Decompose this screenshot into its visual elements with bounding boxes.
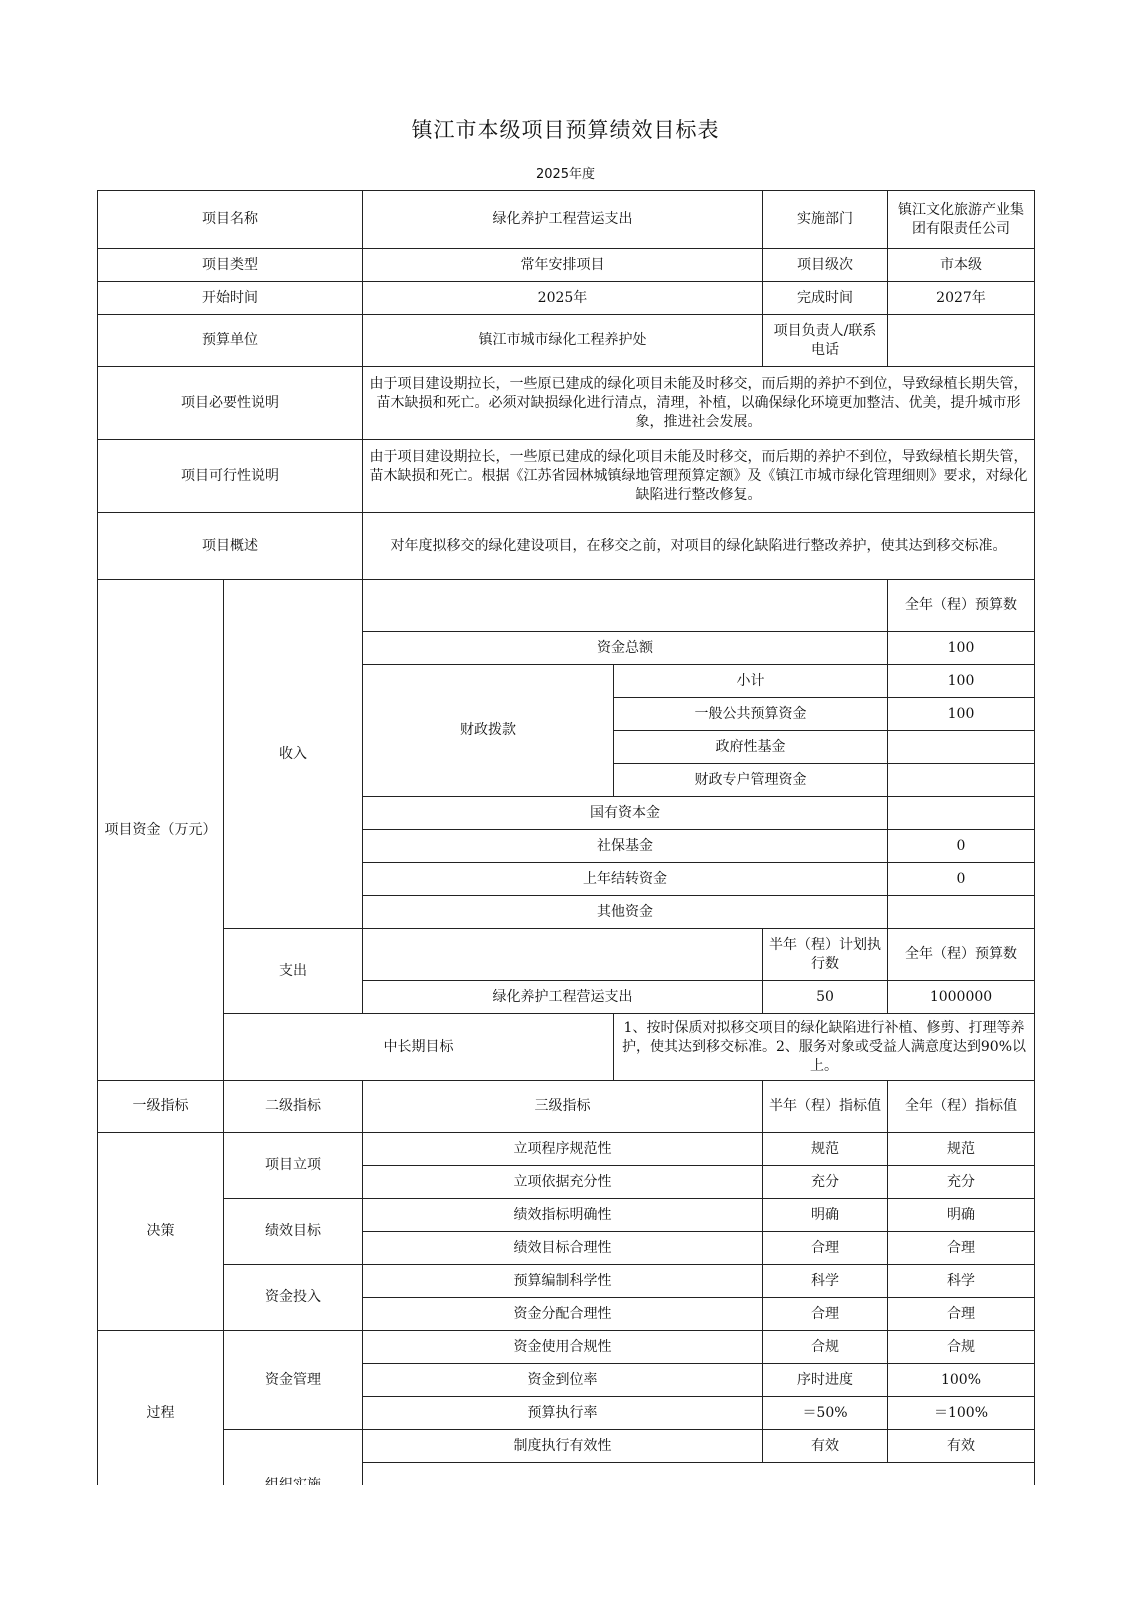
indicator-annual: ＝100% (888, 1397, 1035, 1430)
indicator-half: 有效 (763, 1430, 888, 1463)
department-value: 镇江文化旅游产业集团有限责任公司 (888, 191, 1035, 249)
contact-label: 项目负责人/联系电话 (763, 315, 888, 367)
state-capital-label: 国有资本金 (363, 797, 888, 830)
expense-annual-value: 1000000 (888, 981, 1035, 1014)
indicator-name: 资金使用合规性 (363, 1331, 763, 1364)
indicator-annual: 规范 (888, 1133, 1035, 1166)
total-funds-value: 100 (888, 632, 1035, 665)
budget-target-table (97, 190, 1035, 1496)
indicator-name: 立项程序规范性 (363, 1133, 763, 1166)
annual-plan-header: 全年（程）预算数 (888, 929, 1035, 981)
project-name-value: 绿化养护工程营运支出 (363, 191, 763, 249)
indicator-half: 合理 (763, 1232, 888, 1265)
indicator-annual: 充分 (888, 1166, 1035, 1199)
indicator-name: 绩效指标明确性 (363, 1199, 763, 1232)
document-title: 镇江市本级项目预算绩效目标表 (411, 118, 720, 142)
social-fund-label: 社保基金 (363, 830, 888, 863)
annual-budget-header: 全年（程）预算数 (888, 580, 1035, 632)
indicator-annual: 合规 (888, 1331, 1035, 1364)
start-time-value: 2025年 (363, 282, 763, 315)
indicator-annual: 有效 (888, 1430, 1035, 1463)
start-time-label: 开始时间 (98, 282, 363, 315)
indicator-name: 预算编制科学性 (363, 1265, 763, 1298)
indicator-name: 立项依据充分性 (363, 1166, 763, 1199)
indicator-annual: 合理 (888, 1232, 1035, 1265)
gov-fund-label: 政府性基金 (614, 731, 888, 764)
special-account-value (888, 764, 1035, 797)
level3-header: 三级指标 (363, 1081, 763, 1133)
indicator-name: 资金分配合理性 (363, 1298, 763, 1331)
indicator-half: 合理 (763, 1298, 888, 1331)
indicator-annual: 合理 (888, 1298, 1035, 1331)
general-budget-label: 一般公共预算资金 (614, 698, 888, 731)
budget-unit-value: 镇江市城市绿化工程养护处 (363, 315, 763, 367)
budget-unit-label: 预算单位 (98, 315, 363, 367)
expense-header-blank (363, 929, 763, 981)
other-funds-value (888, 896, 1035, 929)
long-term-goals-text: 1、按时保质对拟移交项目的绿化缺陷进行补植、修剪、打理等养护，使其达到移交标准。2、服务对象或受益人满意度达到90%以上。 (614, 1014, 1035, 1081)
necessity-text: 由于项目建设期拉长，一些原已建成的绿化项目未能及时移交，而后期的养护不到位，导致绿植长期失管，苗木缺损和死亡。必须对缺损绿化进行清点，清理，补植，以确保绿化环境更加整洁、优美，提升城市形象，推进社会发展。 (363, 367, 1035, 440)
indicator-name: 预算执行率 (363, 1397, 763, 1430)
half-value-header: 半年（程）指标值 (763, 1081, 888, 1133)
special-account-label: 财政专户管理资金 (614, 764, 888, 797)
general-budget-value: 100 (888, 698, 1035, 731)
project-type-value: 常年安排项目 (363, 249, 763, 282)
social-fund-value: 0 (888, 830, 1035, 863)
overview-label: 项目概述 (98, 513, 363, 580)
indicator-half: 明确 (763, 1199, 888, 1232)
indicator-annual: 明确 (888, 1199, 1035, 1232)
subtotal-label: 小计 (614, 665, 888, 698)
subtotal-value: 100 (888, 665, 1035, 698)
carryover-label: 上年结转资金 (363, 863, 888, 896)
level2-item: 资金投入 (224, 1265, 363, 1331)
indicator-name: 绩效目标合理性 (363, 1232, 763, 1265)
expense-item-name: 绿化养护工程营运支出 (363, 981, 763, 1014)
level1-header: 一级指标 (98, 1081, 224, 1133)
expense-half-value: 50 (763, 981, 888, 1014)
gov-fund-value (888, 731, 1035, 764)
indicator-name: 制度执行有效性 (363, 1430, 763, 1463)
level2-item: 资金管理 (224, 1331, 363, 1430)
level1-process: 过程 (98, 1331, 224, 1496)
indicator-half: 合规 (763, 1331, 888, 1364)
level2-header: 二级指标 (224, 1081, 363, 1133)
funds-label: 项目资金（万元） (98, 580, 224, 1081)
project-level-value: 市本级 (888, 249, 1035, 282)
income-label: 收入 (224, 580, 363, 929)
end-time-label: 完成时间 (763, 282, 888, 315)
document-year: 2025年度 (535, 167, 596, 182)
necessity-label: 项目必要性说明 (98, 367, 363, 440)
state-capital-value (888, 797, 1035, 830)
department-label: 实施部门 (763, 191, 888, 249)
indicator-half: 科学 (763, 1265, 888, 1298)
indicator-half: 规范 (763, 1133, 888, 1166)
funds-header-blank (363, 580, 888, 632)
indicator-half: 充分 (763, 1166, 888, 1199)
feasibility-label: 项目可行性说明 (98, 440, 363, 513)
indicator-half: ＝50% (763, 1397, 888, 1430)
contact-value (888, 315, 1035, 367)
project-level-label: 项目级次 (763, 249, 888, 282)
level2-item: 绩效目标 (224, 1199, 363, 1265)
level1-decision: 决策 (98, 1133, 224, 1331)
page-cutoff (95, 1485, 1035, 1525)
total-funds-label: 资金总额 (363, 632, 888, 665)
indicator-annual: 科学 (888, 1265, 1035, 1298)
indicator-annual: 100% (888, 1364, 1035, 1397)
other-funds-label: 其他资金 (363, 896, 888, 929)
annual-value-header: 全年（程）指标值 (888, 1081, 1035, 1133)
long-term-goals-label: 中长期目标 (224, 1014, 614, 1081)
indicator-half: 序时进度 (763, 1364, 888, 1397)
end-time-value: 2027年 (888, 282, 1035, 315)
expense-label: 支出 (224, 929, 363, 1014)
half-plan-header: 半年（程）计划执行数 (763, 929, 888, 981)
feasibility-text: 由于项目建设期拉长，一些原已建成的绿化项目未能及时移交，而后期的养护不到位，导致绿植长期失管，苗木缺损和死亡。根据《江苏省园林城镇绿地管理预算定额》及《镇江市城市绿化管理细则》要求，对绿化缺陷进行整改修复。 (363, 440, 1035, 513)
overview-text: 对年度拟移交的绿化建设项目，在移交之前，对项目的绿化缺陷进行整改养护，使其达到移交标准。 (363, 513, 1035, 580)
fiscal-allocation-label: 财政拨款 (363, 665, 614, 797)
project-name-label: 项目名称 (98, 191, 363, 249)
carryover-value: 0 (888, 863, 1035, 896)
level2-item: 项目立项 (224, 1133, 363, 1199)
indicator-name: 资金到位率 (363, 1364, 763, 1397)
project-type-label: 项目类型 (98, 249, 363, 282)
